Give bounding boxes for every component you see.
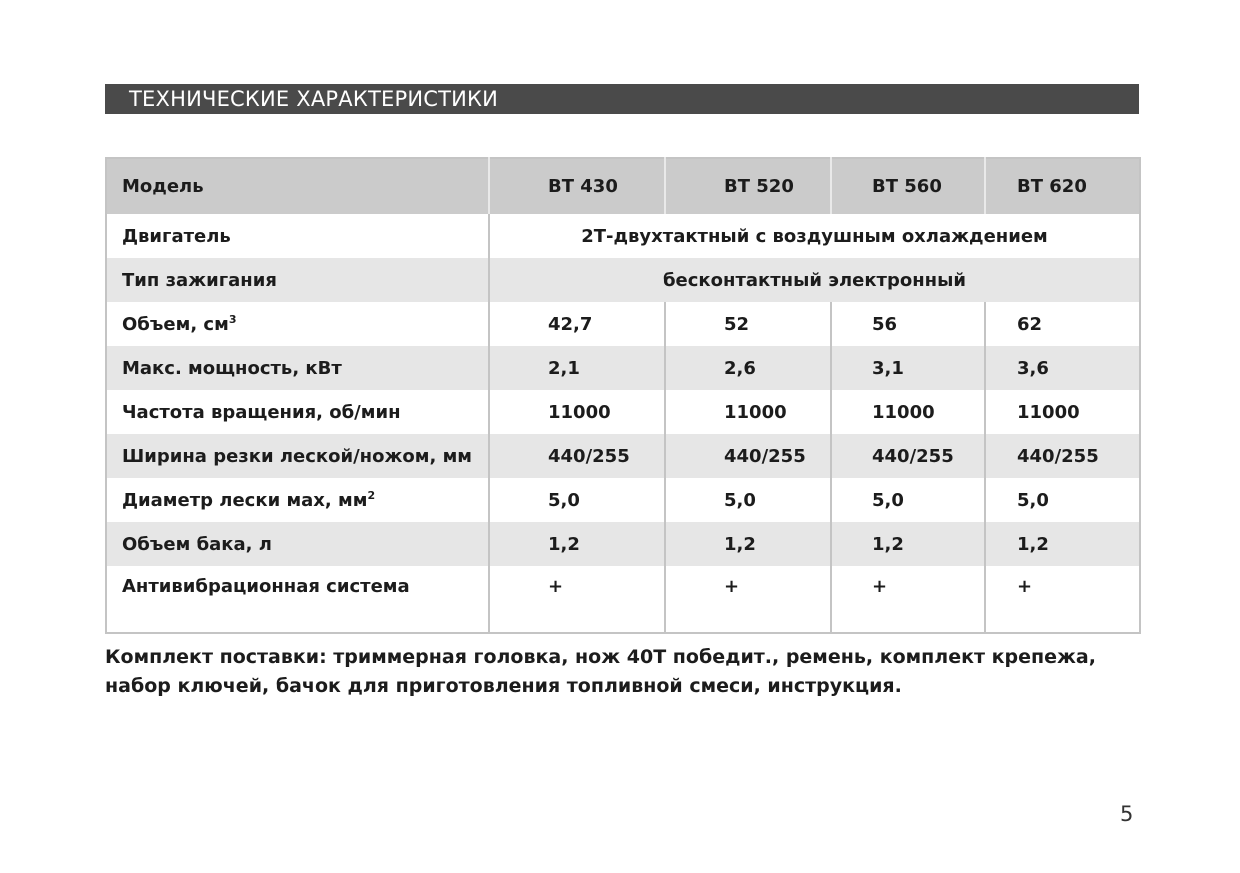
cell-value: 11000 <box>489 390 665 434</box>
table-row <box>106 478 1140 522</box>
cell-value: 1,2 <box>985 522 1140 566</box>
row-label: Двигатель <box>106 214 489 258</box>
cell-value: 3,6 <box>985 346 1140 390</box>
cell-value: + <box>831 566 985 633</box>
page-number: 5 <box>1120 802 1134 826</box>
cell-value: 1,2 <box>489 522 665 566</box>
cell-value: 62 <box>985 302 1140 346</box>
table-row <box>106 390 1140 434</box>
cell-value: + <box>985 566 1140 633</box>
delivery-set-note: Комплект поставки: триммерная головка, нож 40Т победит., ремень, комплект крепежа, набор ключей, бачок для приготовления топливной смеси, инструкция. <box>105 646 1096 697</box>
table-row <box>106 522 1140 566</box>
header-model-3: BT 560 <box>831 158 985 214</box>
cell-value: 2,1 <box>489 346 665 390</box>
header-model-2: BT 520 <box>665 158 831 214</box>
ignition-value: бесконтактный электронный <box>489 258 1140 302</box>
table-row <box>106 302 1140 346</box>
row-label: Макс. мощность, кВт <box>106 346 489 390</box>
header-label-model: Модель <box>106 158 489 214</box>
cell-value: + <box>665 566 831 633</box>
cell-value: 440/255 <box>665 434 831 478</box>
cell-value: 5,0 <box>831 478 985 522</box>
cell-value: 440/255 <box>831 434 985 478</box>
cell-value: 52 <box>665 302 831 346</box>
header-model-4: BT 620 <box>985 158 1140 214</box>
row-label: Диаметр лески мах, $мм^2$ <box>106 478 489 522</box>
cell-value: 2,6 <box>665 346 831 390</box>
cell-value: 1,2 <box>831 522 985 566</box>
table-row <box>106 566 1140 633</box>
engine-value: 2Т-двухтактный с воздушным охлаждением <box>489 214 1140 258</box>
cell-value: 5,0 <box>489 478 665 522</box>
row-label: Антивибрационная система <box>106 566 489 633</box>
superscript: 2 <box>367 489 376 502</box>
cell-value: 440/255 <box>489 434 665 478</box>
row-label: Ширина резки леской/ножом, мм <box>106 434 489 478</box>
table-row <box>106 434 1140 478</box>
row-label: Тип зажигания <box>106 258 489 302</box>
row-label: Объем бака, л <box>106 522 489 566</box>
row-label: Объем, $см^3$ <box>106 302 489 346</box>
header-model-1: BT 430 <box>489 158 665 214</box>
cell-value: 5,0 <box>985 478 1140 522</box>
cell-value: 11000 <box>831 390 985 434</box>
row-label: Частота вращения, об/мин <box>106 390 489 434</box>
table-row-engine <box>106 214 1140 258</box>
cell-value: 42,7 <box>489 302 665 346</box>
cell-value: 11000 <box>985 390 1140 434</box>
cell-value: 56 <box>831 302 985 346</box>
table-row-ignition <box>106 258 1140 302</box>
superscript: 3 <box>228 313 237 326</box>
specifications-table <box>105 157 1141 634</box>
cell-value: + <box>489 566 665 633</box>
cell-value: 1,2 <box>665 522 831 566</box>
cell-value: 5,0 <box>665 478 831 522</box>
table-row <box>106 346 1140 390</box>
cell-value: 11000 <box>665 390 831 434</box>
section-title: ТЕХНИЧЕСКИЕ ХАРАКТЕРИСТИКИ <box>105 84 1139 114</box>
cell-value: 3,1 <box>831 346 985 390</box>
table-header-row <box>106 158 1140 214</box>
cell-value: 440/255 <box>985 434 1140 478</box>
